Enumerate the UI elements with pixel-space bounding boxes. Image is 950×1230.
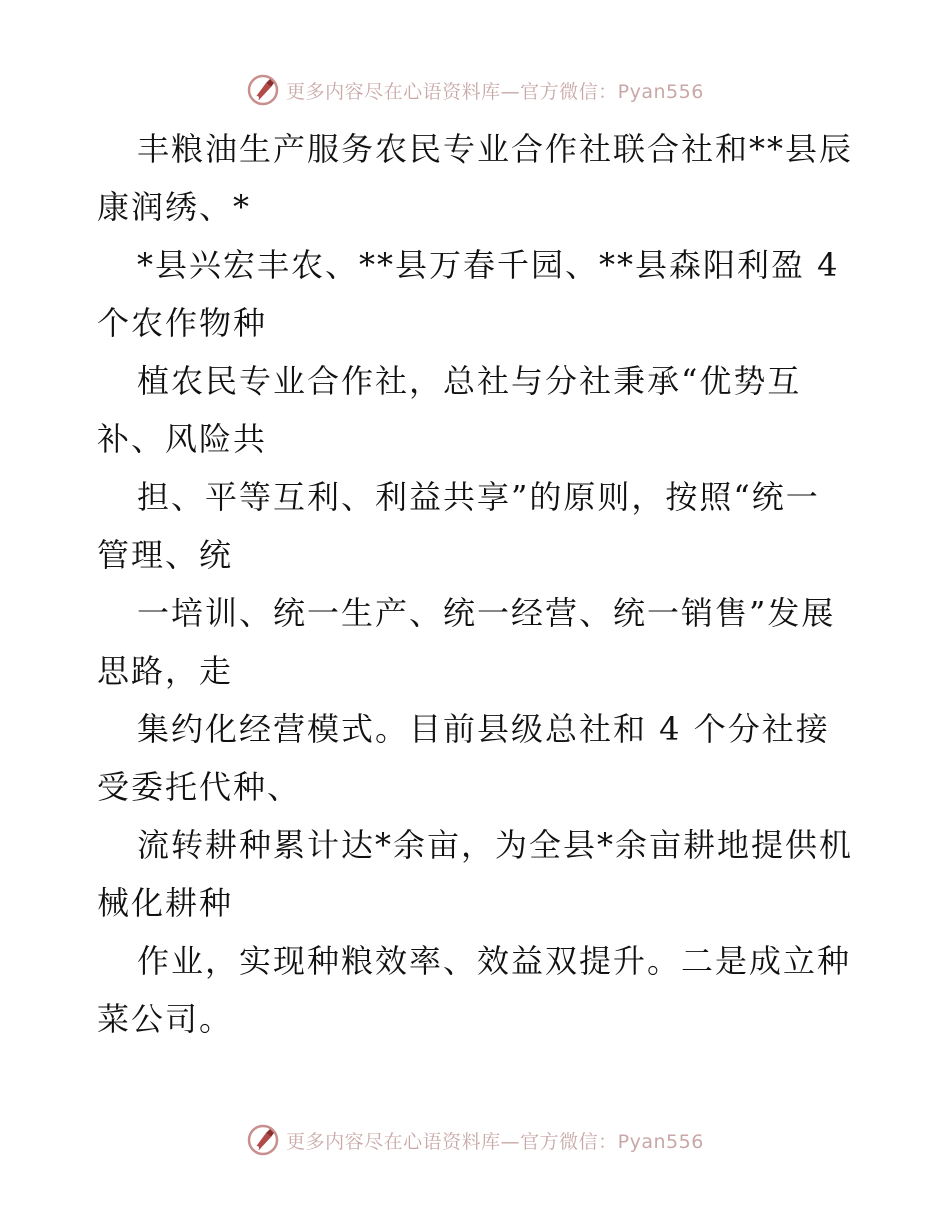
text-line: 械化耕种 xyxy=(97,884,234,922)
text-line: 个农作物种 xyxy=(97,304,268,342)
text-line: 担、平等互利、利益共享”的原则，按照“统一 xyxy=(137,478,820,516)
text-line: 作业，实现种粮效率、效益双提升。二是成立种 xyxy=(137,942,852,980)
footer-watermark xyxy=(0,1120,950,1160)
watermark-text: 更多内容尽在心语资料库—官方微信：Pyan556 xyxy=(286,1130,704,1153)
text-line: 管理、统 xyxy=(97,536,234,574)
header-watermark xyxy=(0,70,950,110)
pen-nib-logo-icon xyxy=(246,73,280,107)
watermark-text: 更多内容尽在心语资料库—官方微信：Pyan556 xyxy=(286,80,704,103)
text-line: *县兴宏丰农、**县万春千园、**县森阳利盈 4 xyxy=(137,246,840,284)
text-line: 集约化经营模式。目前县级总社和 4 个分社接 xyxy=(137,710,830,748)
text-line: 思路，走 xyxy=(97,652,234,690)
text-line: 流转耕种累计达*余亩，为全县*余亩耕地提供机 xyxy=(137,826,854,864)
text-line: 植农民专业合作社，总社与分社秉承“优势互 xyxy=(137,362,802,400)
pen-nib-logo-icon xyxy=(246,1123,280,1157)
text-line: 菜公司。 xyxy=(97,1000,234,1038)
text-line: 康润绣、* xyxy=(97,188,252,226)
text-line: 补、风险共 xyxy=(97,420,268,458)
document-body xyxy=(97,120,857,1048)
text-line: 一培训、统一生产、统一经营、统一销售”发展 xyxy=(137,594,836,632)
text-line: 丰粮油生产服务农民专业合作社联合社和**县辰 xyxy=(137,130,854,168)
text-line: 受委托代种、 xyxy=(97,768,302,806)
